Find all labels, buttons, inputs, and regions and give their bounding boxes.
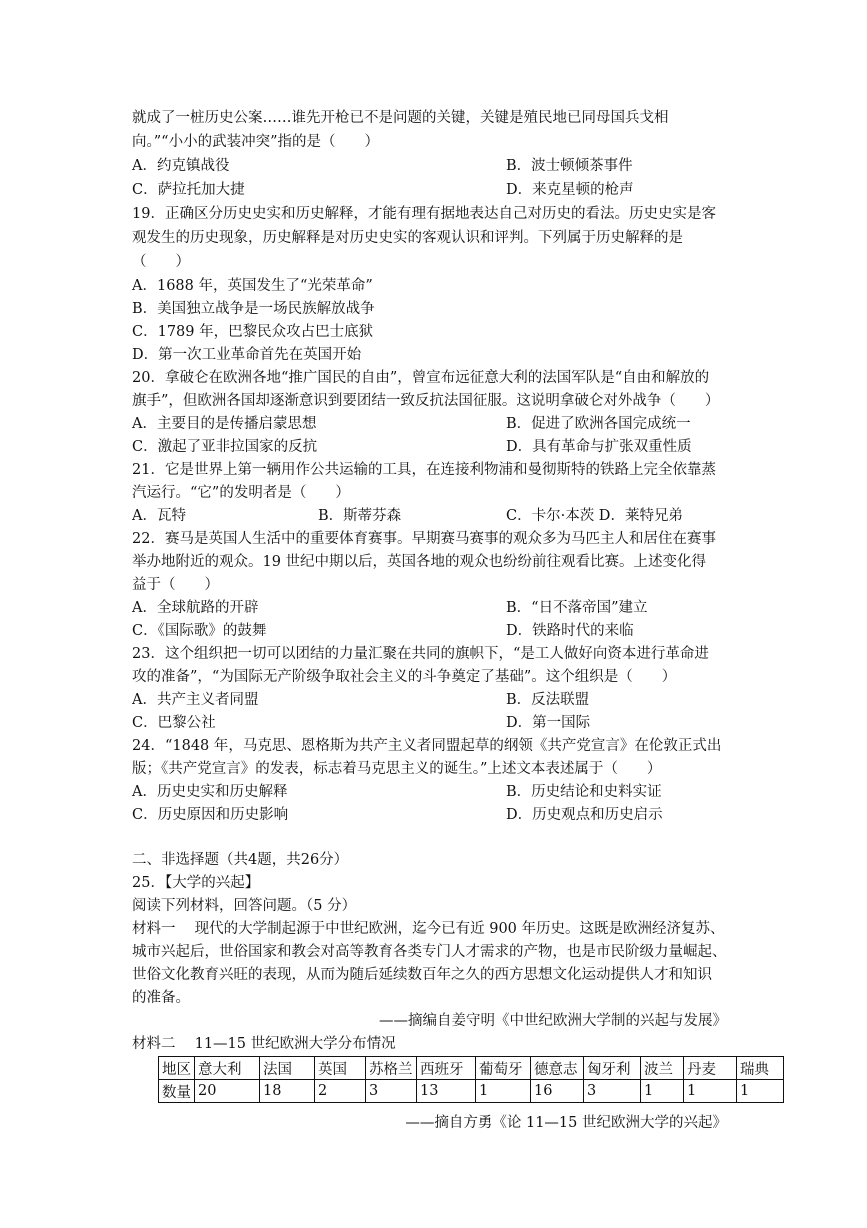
q23-option-a: A．共产主义者同盟 bbox=[132, 692, 259, 708]
region-cell: 苏格兰 bbox=[366, 1057, 417, 1080]
q21-option-a: A．瓦特 bbox=[132, 508, 186, 524]
q24-stem-line1: 24．“1848 年，马克思、恩格斯为共产主义者同盟起草的纲领《共产党宣言》在伦敦正式出 bbox=[132, 738, 722, 754]
q25-instruction: 阅读下列材料，回答问题。（5 分） bbox=[132, 898, 357, 914]
q18-option-b: B．波士顿倾茶事件 bbox=[506, 158, 633, 174]
q23-stem-line2: 攻的准备”，“为国际无产阶级争取社会主义的斗争奠定了基础”。这个组织是（ ） bbox=[132, 669, 677, 685]
q23-option-c: C．巴黎公社 bbox=[132, 715, 216, 731]
q21-stem-line1: 21．它是世界上第一辆用作公共运输的工具，在连接利物浦和曼彻斯特的铁路上完全依靠蒸 bbox=[132, 462, 716, 478]
q19-option-d: D．第一次工业革命首先在英国开始 bbox=[132, 347, 362, 363]
count-cell: 3 bbox=[584, 1080, 641, 1103]
material1-source: ——摘编自姜守明《中世纪欧洲大学制的兴起与发展》 bbox=[379, 1013, 727, 1029]
q22-option-c: C．《国际歌》的鼓舞 bbox=[132, 623, 267, 639]
q23-stem-line1: 23．这个组织把一切可以团结的力量汇聚在共同的旗帜下，“是工人做好向资本进行革命进 bbox=[132, 646, 709, 662]
q20-option-a: A．主要目的是传播启蒙思想 bbox=[132, 416, 317, 432]
q22-option-a: A．全球航路的开辟 bbox=[132, 600, 259, 616]
count-cell: 1 bbox=[684, 1080, 737, 1103]
count-cell: 16 bbox=[531, 1080, 584, 1103]
table-row-counts bbox=[159, 1080, 784, 1103]
region-cell: 瑞典 bbox=[737, 1057, 784, 1080]
q22-stem-line2: 举办地附近的观众。19 世纪中期以后，英国各地的观众也纷纷前往观看比赛。上述变化得 bbox=[132, 554, 707, 570]
count-cell: 18 bbox=[260, 1080, 315, 1103]
count-cell: 3 bbox=[366, 1080, 417, 1103]
q24-option-d: D．历史观点和历史启示 bbox=[506, 807, 663, 823]
region-cell: 匈牙利 bbox=[584, 1057, 641, 1080]
q21-stem-line2: 汽运行。“它”的发明者是（ ） bbox=[132, 485, 350, 501]
q18-option-c: C．萨拉托加大捷 bbox=[132, 182, 245, 198]
university-distribution-table bbox=[158, 1056, 784, 1103]
q23-option-b: B．反法联盟 bbox=[506, 692, 590, 708]
q24-option-c: C．历史原因和历史影响 bbox=[132, 807, 289, 823]
q19-stem-line2: 观发生的历史现象，历史解释是对历史史实的客观认识和评判。下列属于历史解释的是 bbox=[132, 230, 683, 246]
count-cell: 13 bbox=[417, 1080, 476, 1103]
count-cell: 20 bbox=[195, 1080, 260, 1103]
q19-option-c: C．1789 年，巴黎民众攻占巴士底狱 bbox=[132, 324, 374, 340]
q18-stem-line1: 就成了一桩历史公案……谁先开枪已不是问题的关键，关键是殖民地已同母国兵戈相 bbox=[132, 110, 669, 126]
q22-stem-line3: 益于（ ） bbox=[132, 577, 219, 593]
material1-line2: 城市兴起后，世俗国家和教会对高等教育各类专门人才需求的产物，也是市民阶级力量崛起、 bbox=[132, 944, 727, 960]
count-cell: 1 bbox=[737, 1080, 784, 1103]
region-cell: 丹麦 bbox=[684, 1057, 737, 1080]
region-cell: 意大利 bbox=[195, 1057, 260, 1080]
q23-option-d: D．第一国际 bbox=[506, 715, 591, 731]
q22-option-b: B．“日不落帝国”建立 bbox=[506, 600, 648, 616]
q20-option-d: D．具有革命与扩张双重性质 bbox=[506, 439, 692, 455]
q18-stem-line2: 向。”“小小的武装冲突”指的是（ ） bbox=[132, 134, 379, 150]
q20-stem-line2: 旗手”，但欧洲各国却逐渐意识到要团结一致反抗法国征服。这说明拿破仑对外战争（ ） bbox=[132, 393, 720, 409]
q19-option-b: B．美国独立战争是一场民族解放战争 bbox=[132, 301, 375, 317]
region-cell: 法国 bbox=[260, 1057, 315, 1080]
q24-option-a: A．历史史实和历史解释 bbox=[132, 784, 288, 800]
region-cell: 葡萄牙 bbox=[476, 1057, 531, 1080]
q19-option-a: A．1688 年，英国发生了“光荣革命” bbox=[132, 278, 373, 294]
q21-option-cd: C．卡尔·本茨 D．莱特兄弟 bbox=[506, 508, 683, 524]
material2-source: ——摘自方勇《论 11—15 世纪欧洲大学的兴起》 bbox=[405, 1115, 727, 1131]
q24-stem-line2: 版；《共产党宣言》的发表，标志着马克思主义的诞生。”上述文本表述属于（ ） bbox=[132, 761, 662, 777]
section2-heading: 二、非选择题（共4题，共26分） bbox=[132, 852, 349, 868]
q22-option-d: D．铁路时代的来临 bbox=[506, 623, 634, 639]
region-header-cell: 地区 bbox=[159, 1057, 195, 1080]
q19-stem-line3: （ ） bbox=[132, 254, 190, 270]
q25-title: 25．【大学的兴起】 bbox=[132, 875, 260, 891]
material1-line3: 世俗文化教育兴旺的表现，从而为随后延续数百年之久的西方思想文化运动提供人才和知识 bbox=[132, 967, 712, 983]
q20-stem-line1: 20．拿破仑在欧洲各地“推广国民的自由”，曾宣布远征意大利的法国军队是“自由和解放的 bbox=[132, 370, 710, 386]
region-cell: 德意志 bbox=[531, 1057, 584, 1080]
q20-option-b: B．促进了欧洲各国完成统一 bbox=[506, 416, 691, 432]
count-cell: 1 bbox=[641, 1080, 684, 1103]
count-cell: 2 bbox=[315, 1080, 366, 1103]
table-row-regions bbox=[159, 1057, 784, 1080]
region-cell: 波兰 bbox=[641, 1057, 684, 1080]
q24-option-b: B．历史结论和史料实证 bbox=[506, 784, 662, 800]
region-cell: 英国 bbox=[315, 1057, 366, 1080]
material1-line4: 的准备。 bbox=[132, 990, 190, 1006]
count-cell: 1 bbox=[476, 1080, 531, 1103]
material1-line1: 材料一 现代的大学制起源于中世纪欧洲，迄今已有近 900 年历史。这既是欧洲经济复苏、 bbox=[132, 921, 725, 937]
count-header-cell: 数量 bbox=[159, 1080, 195, 1103]
q20-option-c: C．激起了亚非拉国家的反抗 bbox=[132, 439, 318, 455]
q21-option-b: B．斯蒂芬森 bbox=[318, 508, 402, 524]
q18-option-a: A．约克镇战役 bbox=[132, 158, 230, 174]
region-cell: 西班牙 bbox=[417, 1057, 476, 1080]
q22-stem-line1: 22．赛马是英国人生活中的重要体育赛事。早期赛马赛事的观众多为马匹主人和居住在赛事 bbox=[132, 531, 716, 547]
material2-title: 材料二 11—15 世纪欧洲大学分布情况 bbox=[132, 1036, 396, 1052]
q19-stem-line1: 19．正确区分历史史实和历史解释，才能有理有据地表达自己对历史的看法。历史史实是客 bbox=[132, 206, 716, 222]
q18-option-d: D．来克星顿的枪声 bbox=[506, 182, 634, 198]
